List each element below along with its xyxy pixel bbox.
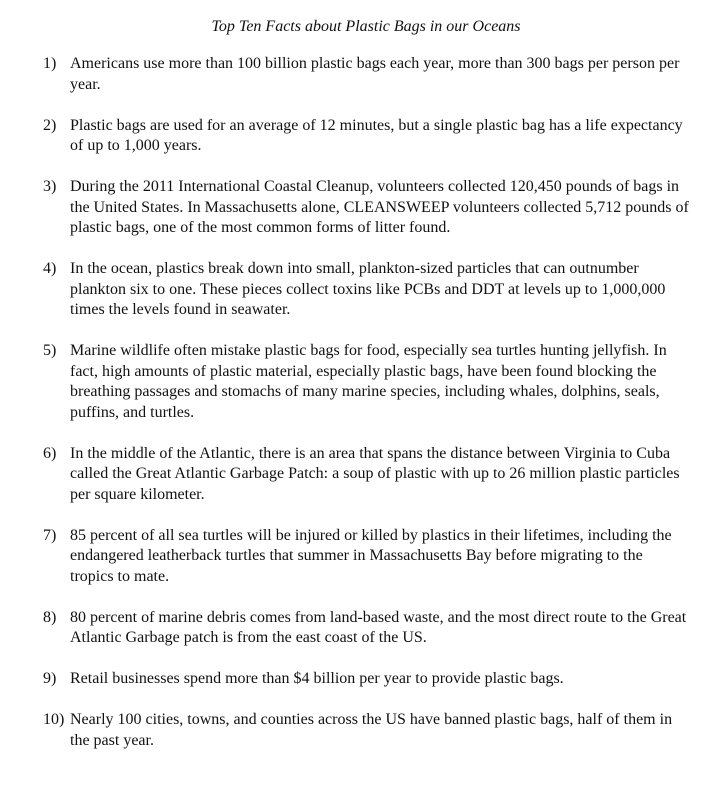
- fact-number: 8): [43, 608, 57, 626]
- fact-number: 6): [43, 444, 57, 462]
- fact-item: [43, 710, 689, 751]
- fact-number: 2): [43, 116, 57, 134]
- fact-number: 10): [43, 711, 65, 728]
- fact-item: [43, 608, 689, 649]
- fact-number: 5): [43, 342, 57, 359]
- fact-number: 4): [43, 260, 57, 277]
- fact-item: [43, 116, 689, 157]
- fact-text: In the ocean, plastics break down into small, plankton-sized particles that can outnumber plankton six to one. These pieces collect toxins like PCBs and DDT at levels up to 1,000,000 times the levels found in seawater.: [70, 260, 666, 318]
- fact-item: [43, 54, 689, 95]
- fact-text: 85 percent of all sea turtles will be injured or killed by plastics in their lifetimes, including the endangered leatherback turtles that summer in Massachusetts Bay before migrating to the tropics to mate.: [70, 526, 672, 585]
- fact-item: [43, 444, 689, 506]
- fact-text: In the middle of the Atlantic, there is an area that spans the distance between Virginia to Cuba called the Great Atlantic Garbage Patch: a soup of plastic with up to 26 million plastic particles per square kilometer.: [70, 444, 680, 503]
- fact-number: 7): [43, 526, 57, 544]
- fact-item: [43, 177, 689, 239]
- fact-item: [43, 669, 689, 690]
- fact-text: Americans use more than 100 billion plastic bags each year, more than 300 bags per person per year.: [70, 55, 680, 93]
- fact-text: Marine wildlife often mistake plastic bags for food, especially sea turtles hunting jellyfish. In fact, high amounts of plastic material, especially plastic bags, have been found blocking the breathing passages and stomachs of many marine species, including whales, dolphins, seals, puffins, and turtles.: [70, 342, 667, 421]
- fact-item: [43, 259, 689, 321]
- fact-number: 3): [43, 178, 57, 195]
- fact-text: 80 percent of marine debris comes from land-based waste, and the most direct route to the Great Atlantic Garbage patch is from the east coast of the US.: [70, 608, 687, 646]
- fact-item: [43, 341, 689, 423]
- fact-number: 9): [43, 670, 57, 687]
- fact-number: 1): [43, 55, 57, 72]
- fact-item: [43, 526, 689, 588]
- fact-text: During the 2011 International Coastal Cleanup, volunteers collected 120,450 pounds of bags in the United States. In Massachusetts alone, CLEANSWEEP volunteers collected 5,712 pounds of plastic bags, one of the most common forms of litter found.: [70, 178, 689, 236]
- fact-text: Plastic bags are used for an average of 12 minutes, but a single plastic bag has a life expectancy of up to 1,000 years.: [70, 116, 683, 154]
- facts-list: [43, 54, 689, 751]
- fact-text: Retail businesses spend more than $4 billion per year to provide plastic bags.: [70, 670, 564, 687]
- document-title: Top Ten Facts about Plastic Bags in our Oceans: [211, 18, 521, 35]
- fact-text: Nearly 100 cities, towns, and counties across the US have banned plastic bags, half of them in the past year.: [70, 711, 673, 749]
